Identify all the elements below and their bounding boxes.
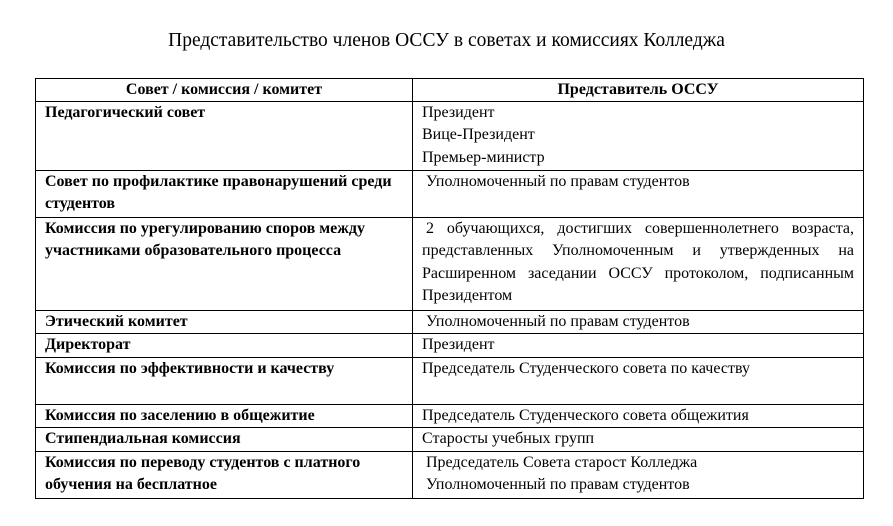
body-name-cell: Комиссия по эффективности и качеству — [36, 357, 413, 404]
table-row — [36, 404, 864, 427]
representative-entry: Уполномоченный по правам студентов — [426, 173, 690, 190]
body-name-cell: Совет по профилактике правонарушений среди студентов — [36, 171, 413, 218]
body-name-cell: Этический комитет — [36, 311, 413, 334]
body-name-cell: Педагогический совет — [36, 102, 413, 171]
body-name-cell: Директорат — [36, 334, 413, 357]
representative-entry: 2 обучающихся, достигших совершеннолетнего возраста, представленных Уполномоченным и утвержденных на Расширенном заседании ОССУ протоколом, подписанным Президентом — [422, 220, 854, 305]
representative-entry: Уполномоченный по правам студентов — [426, 476, 690, 494]
representative-cell — [413, 102, 864, 171]
representative-entry: Старосты учебных групп — [422, 430, 595, 448]
representative-entry: Председатель Студенческого совета общежития — [422, 406, 749, 424]
body-name-cell: Комиссия по урегулированию споров между участниками образовательного процесса — [36, 218, 413, 311]
document-title: Представительство членов ОССУ в советах и комиссиях Колледжа — [168, 30, 725, 51]
table-row — [36, 451, 864, 498]
representative-cell — [413, 334, 864, 357]
representative-entry: Президент — [422, 104, 495, 121]
table-row — [36, 334, 864, 357]
representative-cell — [413, 311, 864, 334]
body-name-cell: Комиссия по заселению в общежитие — [36, 404, 413, 427]
representative-entry: Премьер-министр — [422, 148, 545, 166]
representative-cell — [413, 404, 864, 427]
column-header-representative: Представитель ОССУ — [413, 79, 864, 102]
representative-entry: Президент — [422, 336, 495, 354]
body-name-cell: Комиссия по переводу студентов с платного обучения на бесплатное — [36, 451, 413, 498]
representative-entry: Председатель Совета старост Колледжа — [426, 453, 698, 471]
table-row — [36, 171, 864, 218]
body-name-cell: Стипендиальная комиссия — [36, 428, 413, 451]
table-row — [36, 357, 864, 404]
table-header-row — [36, 79, 864, 102]
representative-entry: Вице-Президент — [422, 126, 535, 144]
representative-entry: Председатель Студенческого совета по качеству — [422, 359, 750, 377]
representation-table — [35, 78, 864, 499]
representative-cell — [413, 428, 864, 451]
table-row — [36, 311, 864, 334]
representative-cell — [413, 357, 864, 404]
column-header-body: Совет / комиссия / комитет — [36, 79, 413, 102]
table-row — [36, 218, 864, 311]
representative-entry: Уполномоченный по правам студентов — [426, 313, 690, 330]
table-row — [36, 428, 864, 451]
table-row — [36, 102, 864, 171]
representative-cell — [413, 218, 864, 311]
representative-cell — [413, 451, 864, 498]
representative-cell — [413, 171, 864, 218]
